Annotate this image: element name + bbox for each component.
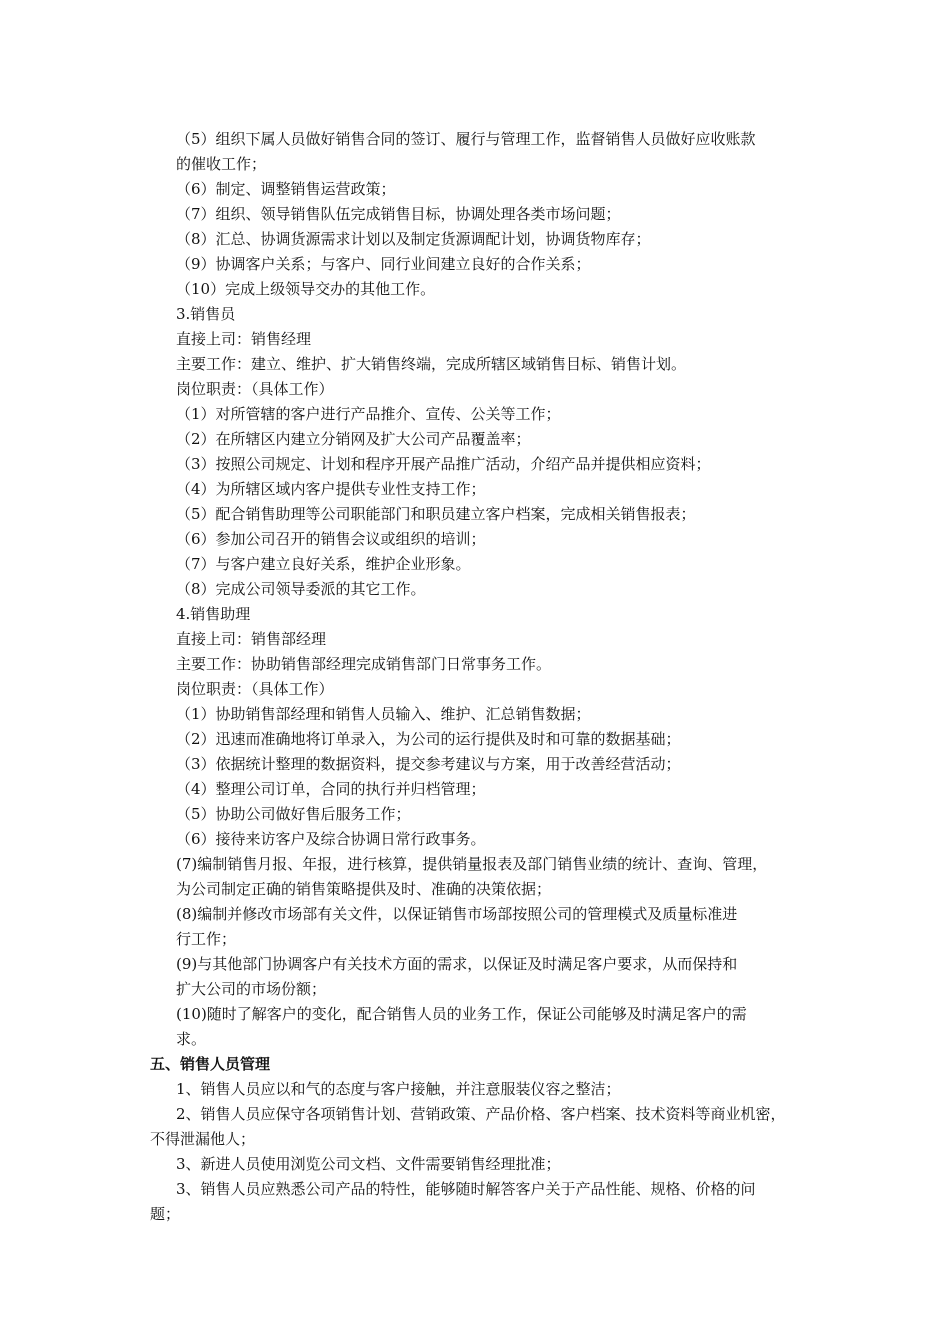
text-line: （7）与客户建立良好关系，维护企业形象。 [176,555,471,573]
text-line: （8）完成公司领导委派的其它工作。 [176,580,426,598]
text-line: 3.销售员 [176,305,236,323]
text-line: （5）配合销售助理等公司职能部门和职员建立客户档案，完成相关销售报表； [176,505,696,523]
text-line: （9）协调客户关系；与客户、同行业间建立良好的合作关系； [176,255,591,273]
text-line: 3、新进人员使用浏览公司文档、文件需要销售经理批准； [176,1155,561,1173]
text-line: 主要工作：协助销售部经理完成销售部门日常事务工作。 [176,655,552,673]
text-line: 2、销售人员应保守各项销售计划、营销政策、产品价格、客户档案、技术资料等商业机密， [176,1105,786,1123]
text-line: 不得泄漏他人； [150,1130,256,1148]
text-line: 求。 [176,1030,207,1048]
text-line: (10)随时了解客户的变化，配合销售人员的业务工作，保证公司能够及时满足客户的需 [176,1005,747,1023]
text-line: 直接上司：销售部经理 [176,630,327,648]
section-heading: 五、销售人员管理 [150,1055,271,1073]
text-line: 主要工作：建立、维护、扩大销售终端，完成所辖区域销售目标、销售计划。 [176,355,687,373]
text-line: 的催收工作； [176,155,267,173]
text-line: 4.销售助理 [176,605,251,623]
text-line: （1）协助销售部经理和销售人员输入、维护、汇总销售数据； [176,705,591,723]
text-line: （5）协助公司做好售后服务工作； [176,805,411,823]
text-line: 行工作； [176,930,237,948]
text-line: （6）参加公司召开的销售会议或组织的培训； [176,530,486,548]
text-line: （4）为所辖区域内客户提供专业性支持工作； [176,480,486,498]
text-line: （7）组织、领导销售队伍完成销售目标，协调处理各类市场问题； [176,205,621,223]
text-line: 扩大公司的市场份额； [176,980,327,998]
text-line: （6）制定、调整销售运营政策； [176,180,396,198]
text-line: （2）在所辖区内建立分销网及扩大公司产品覆盖率； [176,430,531,448]
text-line: （3）依据统计整理的数据资料，提交参考建议与方案，用于改善经营活动； [176,755,681,773]
text-line: 为公司制定正确的销售策略提供及时、准确的决策依据； [176,880,552,898]
text-line: 岗位职责：（具体工作） [176,380,334,398]
text-line: 1、销售人员应以和气的态度与客户接触，并注意服装仪容之整洁； [176,1080,621,1098]
text-line: 直接上司：销售经理 [176,330,312,348]
document-body [150,127,820,1227]
text-line: （4）整理公司订单，合同的执行并归档管理； [176,780,486,798]
text-line: （5）组织下属人员做好销售合同的签订、履行与管理工作，监督销售人员做好应收账款 [176,130,756,148]
text-line: 3、销售人员应熟悉公司产品的特性，能够随时解答客户关于产品性能、规格、价格的问 [176,1180,756,1198]
text-line: (8)编制并修改市场部有关文件，以保证销售市场部按照公司的管理模式及质量标准进 [176,905,738,923]
text-line: (9)与其他部门协调客户有关技术方面的需求，以保证及时满足客户要求，从而保持和 [176,955,738,973]
text-line: (7)编制销售月报、年报，进行核算，提供销量报表及部门销售业绩的统计、查询、管理， [176,855,768,873]
text-line: （2）迅速而准确地将订单录入，为公司的运行提供及时和可靠的数据基础； [176,730,681,748]
text-line: （3）按照公司规定、计划和程序开展产品推广活动，介绍产品并提供相应资料； [176,455,711,473]
text-line: 岗位职责：（具体工作） [176,680,334,698]
text-line: （8）汇总、协调货源需求计划以及制定货源调配计划，协调货物库存； [176,230,651,248]
text-line: （1）对所管辖的客户进行产品推介、宣传、公关等工作； [176,405,561,423]
text-line: （6）接待来访客户及综合协调日常行政事务。 [176,830,486,848]
text-line: 题； [150,1205,181,1223]
text-line: （10）完成上级领导交办的其他工作。 [176,280,436,298]
